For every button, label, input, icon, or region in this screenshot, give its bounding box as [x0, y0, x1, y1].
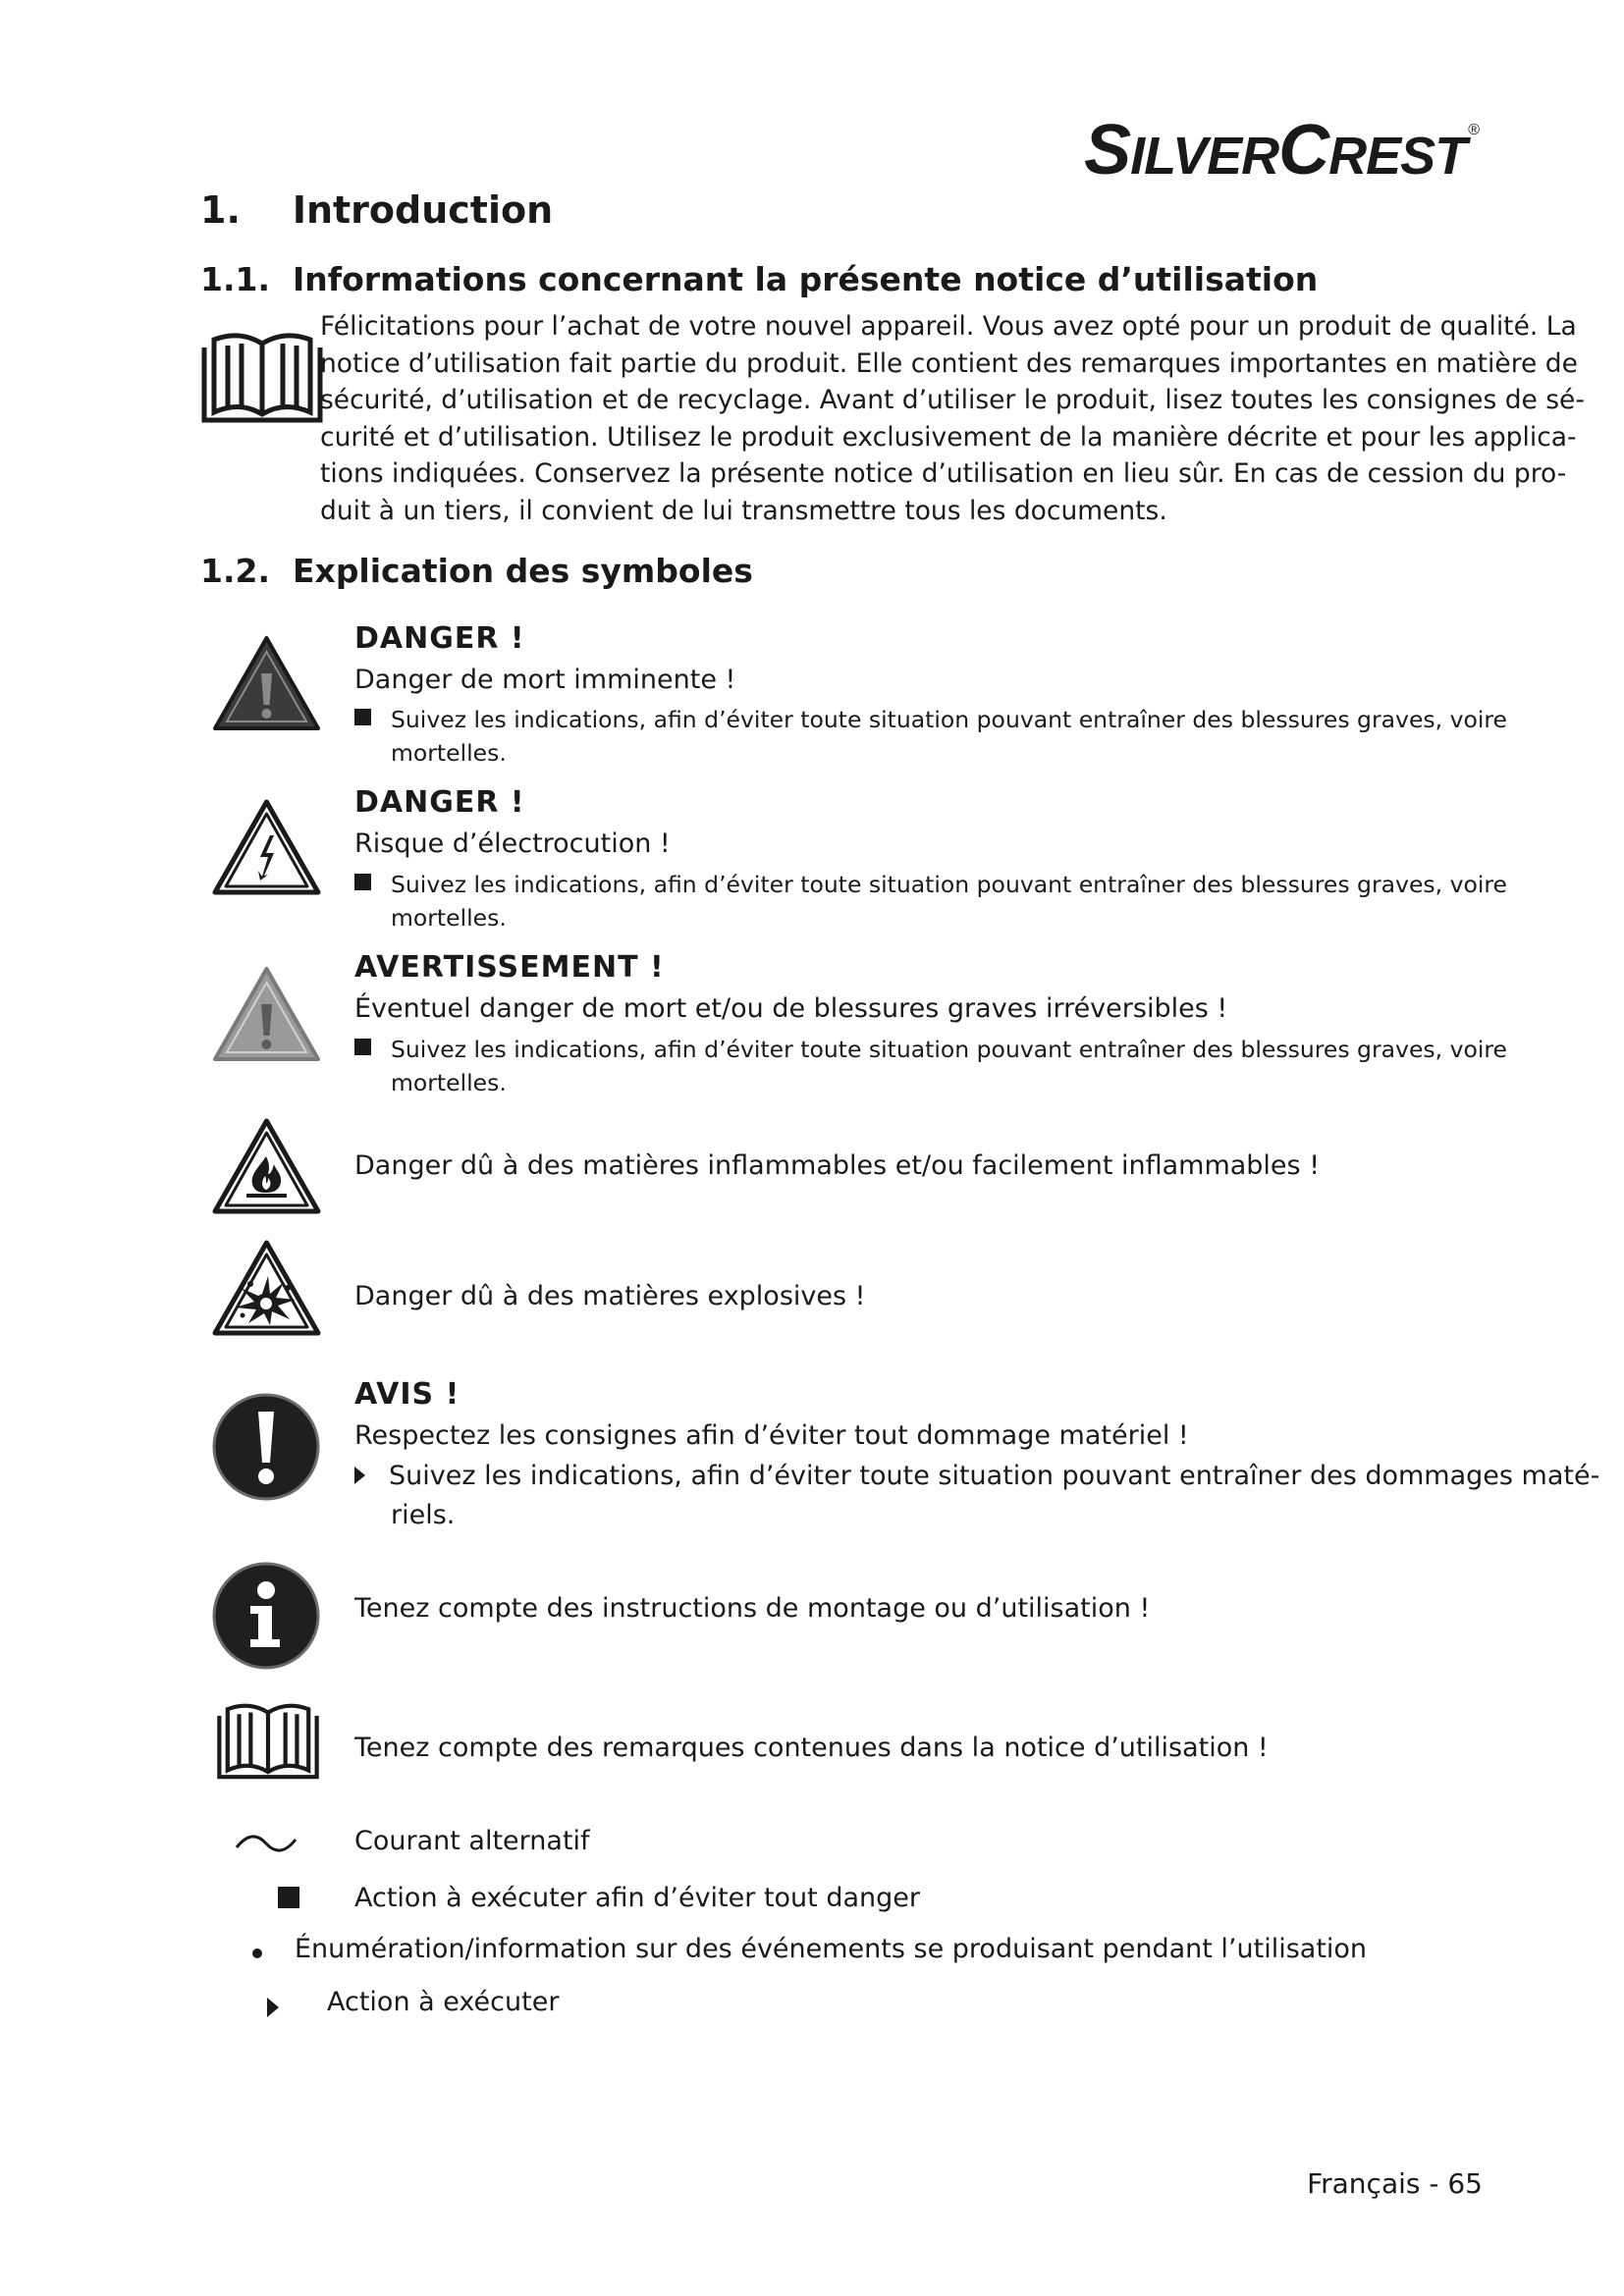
- info-circle-icon: [211, 1561, 321, 1671]
- symbol-bullet: Suivez les indications, afin d’éviter toute situation pouvant entraîner des dommages maté- riels.: [354, 1457, 1599, 1535]
- symbol-bullet: Suivez les indications, afin d’éviter toute situation pouvant entraîner des blessures graves, voire mortelles.: [354, 1033, 1507, 1099]
- electric-shock-triangle-icon: [211, 798, 322, 896]
- brand-logo: SILVERCREST ®: [1084, 111, 1479, 189]
- bullet-dot-icon: [252, 1949, 262, 1958]
- symbol-text: Courant alternatif: [354, 1826, 590, 1856]
- black-square-icon: [278, 1887, 299, 1908]
- intro-paragraph: Félicitations pour l’achat de votre nouvel appareil. Vous avez opté pour un produit de qualité. La notice d’utilisation fait partie du produit. Elle contient des remarques importantes en matière de sécurité, d’utilisation et de recyclage. Avant d’utiliser le produit, lisez toutes les consignes de sé- curité et d’utilisation. Utilisez le produit exclusivement de la manière décrite et pour les applica- tions indiquées. Conservez la présente notice d’utilisation en lieu sûr. En cas de cession du pro- duit à un tiers, il convient de lui transmettre tous les documents.: [320, 311, 1585, 526]
- subsection-heading-1-1: 1.1. Informations concernant la présente notice d’utilisation: [200, 260, 1319, 298]
- symbol-text: Action à exécuter: [327, 1987, 560, 2017]
- warning-triangle-icon: [211, 965, 322, 1063]
- symbol-text: Éventuel danger de mort et/ou de blessures graves irréversibles !: [354, 993, 1228, 1024]
- black-square-icon: [354, 709, 371, 725]
- alternating-current-icon: [234, 1832, 298, 1855]
- arrow-right-icon: [354, 1467, 365, 1484]
- symbol-text: Respectez les consignes afin d’éviter tout dommage matériel !: [354, 1420, 1189, 1451]
- explosive-triangle-icon: [211, 1239, 322, 1337]
- section-heading: 1. Introduction: [200, 188, 554, 232]
- symbol-text: Risque d’électrocution !: [354, 828, 671, 859]
- symbol-text: Énumération/information sur des événements se produisant pendant l’utilisation: [295, 1934, 1368, 1964]
- symbol-text: Tenez compte des remarques contenues dans la notice d’utilisation !: [354, 1733, 1269, 1763]
- symbol-title: AVERTISSEMENT !: [354, 950, 665, 985]
- manual-book-icon: [200, 332, 324, 424]
- subsection-heading-1-2: 1.2. Explication des symboles: [200, 552, 753, 590]
- black-square-icon: [354, 1039, 371, 1055]
- page-number: Français - 65: [1307, 2167, 1483, 2200]
- flammable-triangle-icon: [211, 1117, 322, 1215]
- manual-book-icon: [216, 1702, 320, 1781]
- notice-exclamation-circle-icon: [211, 1392, 321, 1502]
- symbol-text: Danger dû à des matières explosives !: [354, 1281, 866, 1311]
- symbol-bullet: Suivez les indications, afin d’éviter toute situation pouvant entraîner des blessures graves, voire mortelles.: [354, 868, 1507, 934]
- symbol-title: AVIS !: [354, 1377, 460, 1412]
- symbol-text: Tenez compte des instructions de montage ou d’utilisation !: [354, 1593, 1151, 1624]
- black-square-icon: [354, 874, 371, 890]
- symbol-bullet: Suivez les indications, afin d’éviter toute situation pouvant entraîner des blessures graves, voire mortelles.: [354, 703, 1507, 770]
- symbol-title: DANGER !: [354, 785, 525, 820]
- registered-mark: ®: [1468, 122, 1479, 138]
- arrow-right-icon: [267, 1998, 279, 2017]
- symbol-title: DANGER !: [354, 621, 525, 656]
- symbol-text: Danger de mort imminente !: [354, 665, 736, 695]
- danger-warning-triangle-icon: [211, 634, 322, 732]
- symbol-text: Action à exécuter afin d’éviter tout danger: [354, 1883, 920, 1913]
- symbol-text: Danger dû à des matières inflammables et/ou facilement inflammables !: [354, 1150, 1321, 1181]
